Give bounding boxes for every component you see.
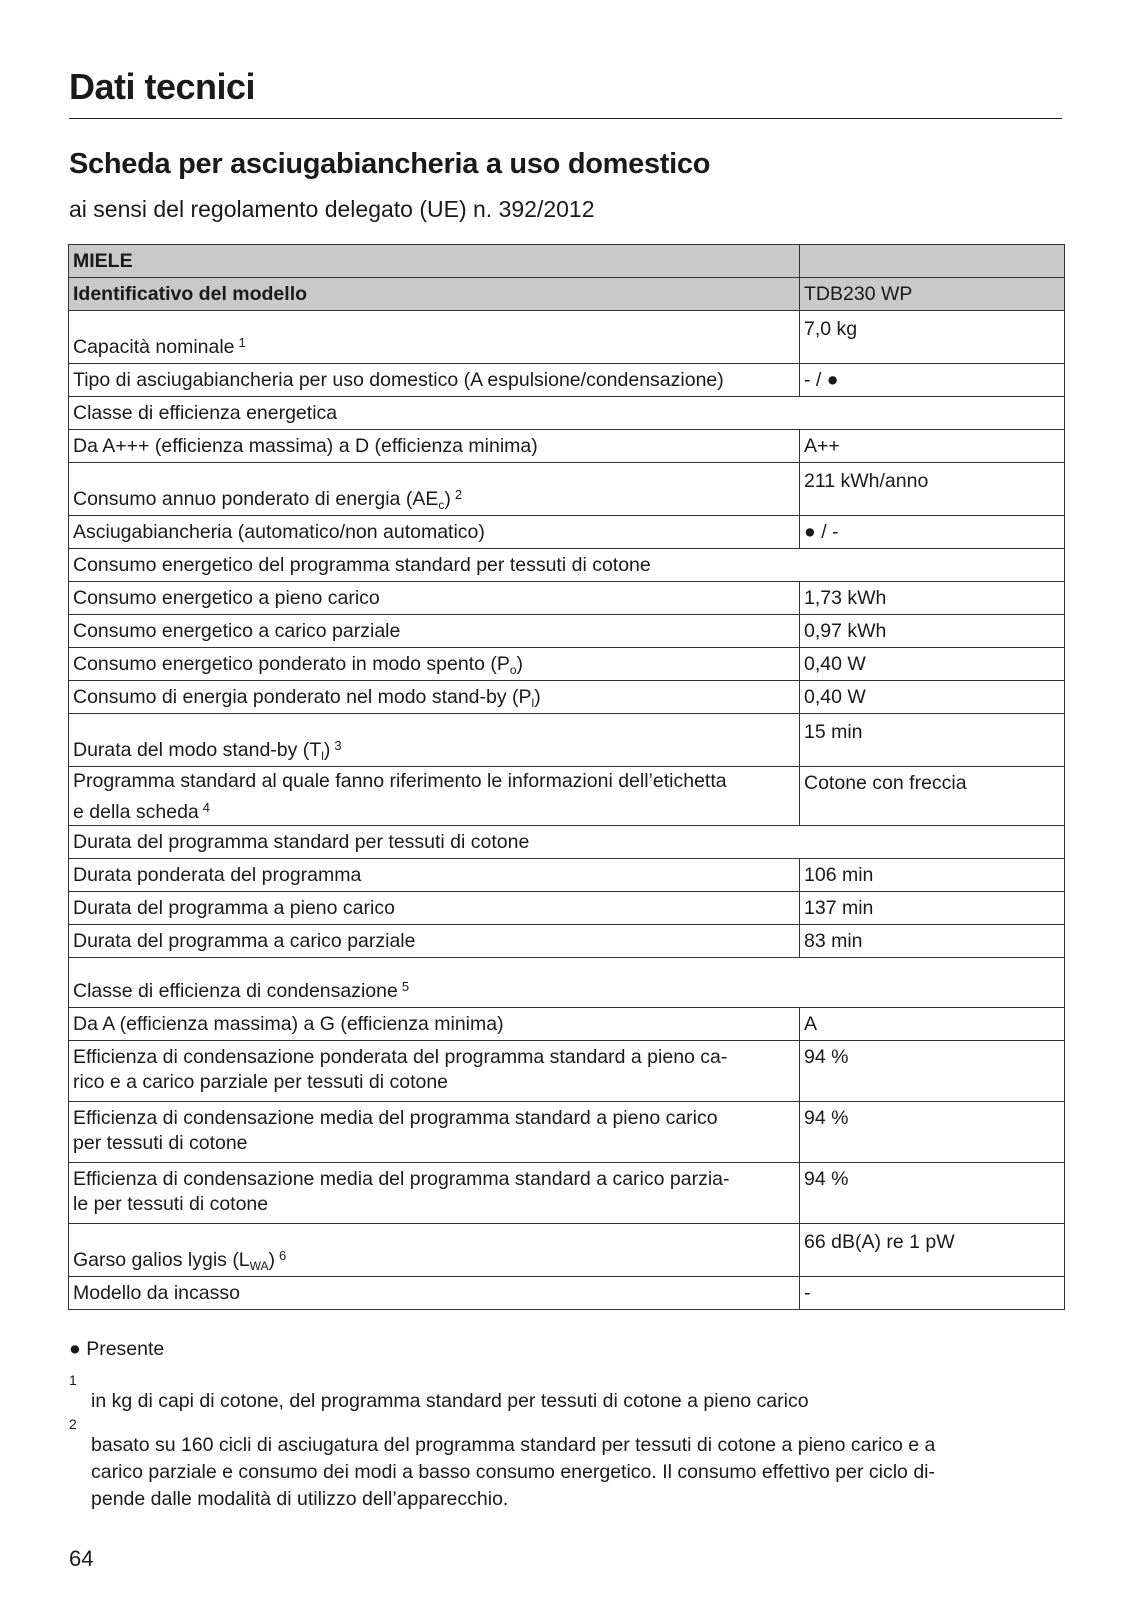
off-mode-label: Consumo energetico ponderato in modo spento (P <box>73 652 510 675</box>
std-program-label-line2: e della scheda <box>73 801 199 823</box>
row-label <box>69 767 800 826</box>
energy-class-heading: Classe di efficienza energetica <box>69 397 1065 430</box>
label-end: ) <box>516 652 524 675</box>
row-label <box>69 648 800 681</box>
table-row <box>69 364 1065 397</box>
duration-full-value: 137 min <box>800 892 1065 925</box>
row-label <box>69 958 1065 1008</box>
label-end: ) <box>534 685 541 708</box>
subscript: c <box>438 498 445 512</box>
built-in-label: Modello da incasso <box>69 1277 800 1310</box>
subscript: l <box>321 749 324 763</box>
footnote-number: 2 <box>69 1416 77 1432</box>
built-in-value: - <box>800 1277 1065 1310</box>
cond-weighted-value: 94 % <box>800 1041 1065 1102</box>
table-row <box>69 1041 1065 1102</box>
energy-full-value: 1,73 kWh <box>800 582 1065 615</box>
footnote-ref: 2 <box>454 487 463 502</box>
table-row <box>69 397 1065 430</box>
model-label: Identificativo del modello <box>69 278 800 311</box>
noise-value: 66 dB(A) re 1 pW <box>800 1224 1065 1277</box>
table-row <box>69 1277 1065 1310</box>
std-program-label-line1: Programma standard al quale fanno riferimento le informazioni dell’etichetta <box>73 770 727 792</box>
footnote-text: in kg di capi di cotone, del programma standard per tessuti di cotone a pieno carico <box>91 1390 809 1412</box>
footnote-line: carico parziale e consumo dei modi a basso consumo energetico. Il consumo effettivo per ciclo di- <box>91 1461 935 1483</box>
label-end: ) <box>444 488 451 510</box>
duration-partial-value: 83 min <box>800 925 1065 958</box>
subscript: WA <box>249 1259 269 1273</box>
specifications-table <box>68 244 1065 1310</box>
duration-partial-label: Durata del programma a carico parziale <box>69 925 800 958</box>
table-row <box>69 245 1065 278</box>
model-value: TDB230 WP <box>800 278 1065 311</box>
duration-weighted-value: 106 min <box>800 859 1065 892</box>
subscript: l <box>531 695 535 710</box>
row-label <box>69 1224 800 1277</box>
table-row <box>69 859 1065 892</box>
table-row <box>69 516 1065 549</box>
table-row <box>69 1163 1065 1224</box>
table-row <box>69 925 1065 958</box>
table-row <box>69 826 1065 859</box>
dryer-type-value: - / ● <box>800 364 1065 397</box>
cond-full-label-line1: Efficienza di condensazione media del programma standard a pieno carico <box>73 1107 718 1129</box>
footnote-line: basato su 160 cicli di asciugatura del programma standard per tessuti di cotone a pieno carico e a <box>91 1434 936 1456</box>
row-label <box>69 1163 800 1224</box>
page-number: 64 <box>69 1546 94 1571</box>
energy-class-value: A++ <box>800 430 1065 463</box>
title-divider <box>69 118 1062 119</box>
table-row <box>69 582 1065 615</box>
duration-full-label: Durata del programma a pieno carico <box>69 892 800 925</box>
cond-full-label-line2: per tessuti di cotone <box>73 1132 248 1154</box>
table-row <box>69 311 1065 364</box>
table-row <box>69 549 1065 582</box>
cond-full-value: 94 % <box>800 1102 1065 1163</box>
standby-duration-label: Durata del modo stand-by (T <box>73 739 322 761</box>
row-label <box>69 681 800 714</box>
table-row <box>69 463 1065 516</box>
standby-mode-value: 0,40 W <box>800 681 1065 714</box>
subscript: o <box>509 662 517 677</box>
standby-mode-label: Consumo di energia ponderato nel modo stand-by (P <box>73 685 532 708</box>
table-row <box>69 892 1065 925</box>
row-label <box>69 311 800 364</box>
footnote-ref: 5 <box>401 979 410 994</box>
brand-label: MIELE <box>69 245 800 278</box>
capacity-label: Capacità nominale <box>73 336 235 358</box>
capacity-value: 7,0 kg <box>800 311 1065 364</box>
energy-partial-value: 0,97 kWh <box>800 615 1065 648</box>
table-row <box>69 767 1065 826</box>
table-row <box>69 278 1065 311</box>
cond-weighted-label-line2: rico e a carico parziale per tessuti di cotone <box>73 1071 449 1093</box>
table-row <box>69 958 1065 1008</box>
cond-partial-value: 94 % <box>800 1163 1065 1224</box>
footnote-ref: 4 <box>202 800 210 815</box>
cond-weighted-label-line1: Efficienza di condensazione ponderata del programma standard a pieno ca- <box>73 1046 728 1068</box>
cond-partial-label-line1: Efficienza di condensazione media del programma standard a carico parzia- <box>73 1168 730 1190</box>
annual-consumption-value: 211 kWh/anno <box>800 463 1065 516</box>
row-label <box>69 1041 800 1102</box>
duration-weighted-label: Durata ponderata del programma <box>69 859 800 892</box>
footnote-ref: 6 <box>279 1248 287 1263</box>
table-row <box>69 1224 1065 1277</box>
legend-present: ● Presente <box>69 1338 165 1360</box>
noise-label: Garso galios lygis (L <box>73 1249 250 1271</box>
duration-heading: Durata del programma standard per tessuti di cotone <box>69 826 1065 859</box>
energy-full-label: Consumo energetico a pieno carico <box>69 582 800 615</box>
footnote-line: pende dalle modalità di utilizzo dell’apparecchio. <box>91 1488 509 1510</box>
off-mode-value: 0,40 W <box>800 648 1065 681</box>
row-label <box>69 463 800 516</box>
label-end: ) <box>268 1249 276 1271</box>
row-label <box>69 1102 800 1163</box>
table-row <box>69 714 1065 767</box>
energy-std-heading: Consumo energetico del programma standard per tessuti di cotone <box>69 549 1065 582</box>
std-program-value: Cotone con freccia <box>800 767 1065 826</box>
regulation-reference: ai sensi del regolamento delegato (UE) n. 392/2012 <box>69 196 595 222</box>
page-title: Dati tecnici <box>69 66 256 107</box>
condensation-heading: Classe di efficienza di condensazione <box>73 980 398 1002</box>
footnote-number: 1 <box>69 1372 77 1388</box>
table-row <box>69 615 1065 648</box>
condensation-class-value: A <box>800 1008 1065 1041</box>
footnote-ref: 1 <box>238 335 246 350</box>
footnote-ref: 3 <box>334 738 342 753</box>
table-row <box>69 1008 1065 1041</box>
automatic-value: ● / - <box>800 516 1065 549</box>
footnote-text <box>91 1432 1041 1513</box>
section-title: Scheda per asciugabiancheria a uso domestico <box>69 148 711 180</box>
table-row <box>69 648 1065 681</box>
brand-value <box>800 245 1065 278</box>
dryer-type-label: Tipo di asciugabiancheria per uso domestico (A espulsione/condensazione) <box>69 364 800 397</box>
energy-class-label: Da A+++ (efficienza massima) a D (efficienza minima) <box>69 430 800 463</box>
cond-partial-label-line2: le per tessuti di cotone <box>73 1193 269 1215</box>
row-label <box>69 714 800 767</box>
condensation-class-label: Da A (efficienza massima) a G (efficienza minima) <box>69 1008 800 1041</box>
table-row <box>69 681 1065 714</box>
automatic-label: Asciugabiancheria (automatico/non automatico) <box>69 516 800 549</box>
label-end: ) <box>323 739 331 761</box>
standby-duration-value: 15 min <box>800 714 1065 767</box>
table-row <box>69 1102 1065 1163</box>
table-row <box>69 430 1065 463</box>
annual-consumption-label: Consumo annuo ponderato di energia (AE <box>73 488 439 510</box>
energy-partial-label: Consumo energetico a carico parziale <box>69 615 800 648</box>
